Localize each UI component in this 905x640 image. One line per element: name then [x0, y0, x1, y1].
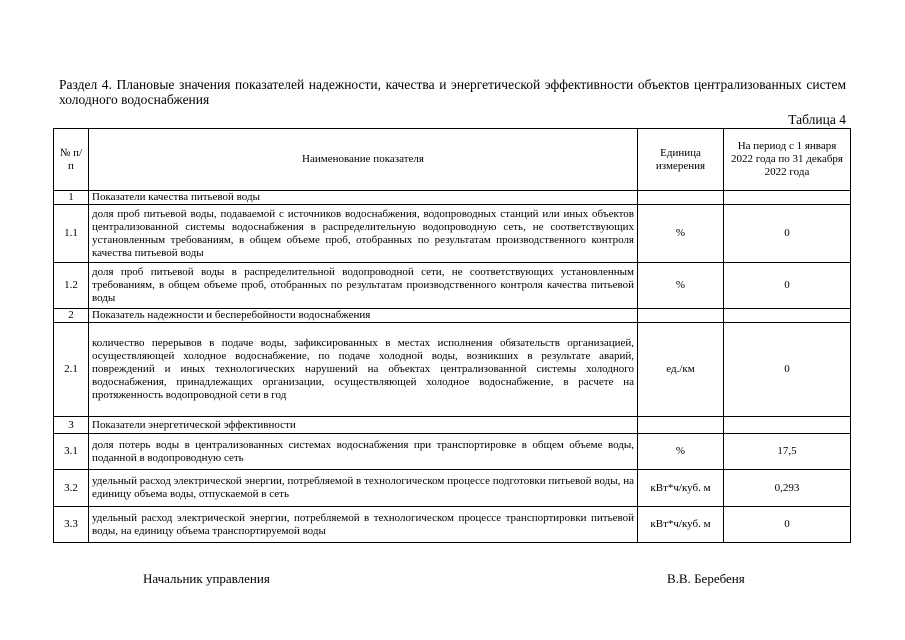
row-value: 0	[724, 263, 851, 309]
row-num: 3	[54, 417, 89, 434]
row-num: 2	[54, 309, 89, 323]
table-row	[54, 205, 851, 263]
row-name: Показатель надежности и бесперебойности водоснабжения	[89, 309, 638, 323]
signer-position: Начальник управления	[143, 571, 270, 586]
row-num: 2.1	[54, 323, 89, 417]
row-name: Показатели качества питьевой воды	[89, 191, 638, 205]
row-unit: кВт*ч/куб. м	[638, 470, 724, 507]
table-row	[54, 417, 851, 434]
table-row	[54, 507, 851, 543]
header-num: № п/п	[54, 129, 89, 191]
row-name: удельный расход электрической энергии, потребляемой в технологическом процессе подготовки питьевой воды, на единицу объема воды, отпускаемой в сеть	[89, 470, 638, 507]
row-value: 17,5	[724, 434, 851, 470]
row-num: 1.1	[54, 205, 89, 263]
table-row	[54, 434, 851, 470]
row-name: удельный расход электрической энергии, потребляемой в технологическом процессе транспортировки питьевой воды, на единицу объема транспортируемой воды	[89, 507, 638, 543]
row-unit: %	[638, 263, 724, 309]
header-unit: Единица измерения	[638, 129, 724, 191]
row-name: доля потерь воды в централизованных системах водоснабжения при транспортировке в общем объеме воды, поданной в водопроводную сеть	[89, 434, 638, 470]
row-num: 3.1	[54, 434, 89, 470]
row-unit: %	[638, 434, 724, 470]
row-unit: ед./км	[638, 323, 724, 417]
table-row	[54, 191, 851, 205]
row-num: 3.2	[54, 470, 89, 507]
row-value: 0	[724, 507, 851, 543]
row-name: количество перерывов в подаче воды, зафиксированных в местах исполнения обязательств организацией, осуществляющей холодное водоснабжение, по подаче холодной воды, возникших в результате аварий, повреждений и иных технологических нарушений на объектах централизованной системы холодного водоснабжения, принадлежащих организации, осуществляющей холодное водоснабжение, в расчете на протяженность водопроводной сети в год	[89, 323, 638, 417]
row-unit	[638, 417, 724, 434]
header-name: Наименование показателя	[89, 129, 638, 191]
row-unit: %	[638, 205, 724, 263]
table-row	[54, 323, 851, 417]
header-period: На период с 1 января 2022 года по 31 декабря 2022 года	[724, 129, 851, 191]
table-label: Таблица 4	[788, 112, 846, 127]
row-value	[724, 417, 851, 434]
row-value	[724, 191, 851, 205]
table-row	[54, 309, 851, 323]
row-name: доля проб питьевой воды, подаваемой с источников водоснабжения, водопроводных станций или иных объектов централизованной системы водоснабжения в распределительную водопроводную сеть, не соответствующих установленным требованиям, в общем объеме проб, отобранных по результатам производственного контроля качества питьевой воды	[89, 205, 638, 263]
row-name: Показатели энергетической эффективности	[89, 417, 638, 434]
row-value: 0,293	[724, 470, 851, 507]
row-unit: кВт*ч/куб. м	[638, 507, 724, 543]
row-value	[724, 309, 851, 323]
row-num: 1.2	[54, 263, 89, 309]
indicators-table	[53, 128, 851, 543]
row-num: 3.3	[54, 507, 89, 543]
row-num: 1	[54, 191, 89, 205]
row-value: 0	[724, 205, 851, 263]
row-unit	[638, 191, 724, 205]
signer-name: В.В. Беребеня	[667, 571, 745, 586]
table-row	[54, 263, 851, 309]
row-name: доля проб питьевой воды в распределительной водопроводной сети, не соответствующих установленным требованиям, в общем объеме проб, отобранных по результатам производственного контроля качества питьевой воды	[89, 263, 638, 309]
row-value: 0	[724, 323, 851, 417]
table-row	[54, 470, 851, 507]
section-heading: Раздел 4. Плановые значения показателей надежности, качества и энергетической эффективности объектов централизованных систем холодного водоснабжения	[59, 77, 846, 107]
row-unit	[638, 309, 724, 323]
